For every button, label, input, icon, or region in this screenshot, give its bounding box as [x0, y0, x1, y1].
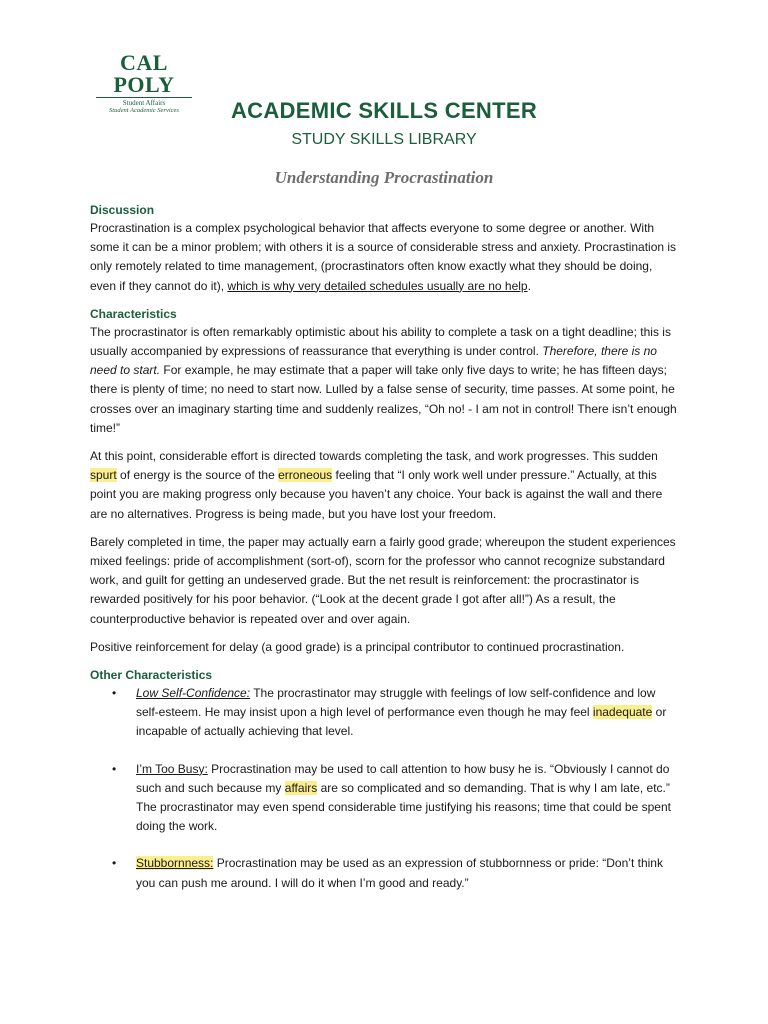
section-heading-discussion: Discussion — [90, 203, 155, 217]
discussion-text-end: . — [527, 278, 531, 293]
bullet-text: Procrastination may be used as an expression of stubbornness or pride: “Don’t think you can push me around. I will do it when I’m good and ready.” — [136, 856, 663, 890]
section-heading-other-characteristics: Other Characteristics — [90, 668, 213, 683]
bullet-text: or incapable of actually achieving that level. — [136, 705, 667, 739]
cal-poly-logo — [90, 50, 198, 114]
page-subtitle: STUDY SKILLS LIBRARY — [291, 131, 477, 148]
bullet-text: The procrastinator may struggle with feelings of low self-confidence and low self-esteem. He may insist upon a high level of performance even though he may feel — [136, 686, 656, 720]
char-p1-italic: Therefore, there is no need to start. — [90, 344, 657, 378]
highlight-erroneous: erroneous — [278, 468, 333, 483]
document-title: Understanding Procrastination — [274, 168, 494, 187]
characteristics-paragraph-4: Positive reinforcement for delay (a good grade) is a principal contributor to continued procrastination. — [90, 639, 625, 654]
bullet-label-low-self-confidence: Low Self-Confidence: — [136, 686, 251, 701]
list-item-too-busy — [90, 760, 680, 837]
discussion-underlined-text: which is why very detailed schedules usually are no help — [227, 278, 528, 293]
char-p1-text-b: For example, he may estimate that a paper will take only five days to write; he has fifteen days; there is plenty of time; no need to start now. Lulled by a false sense of security, time passes. At some point, he crosses over an imaginary starting time and suddenly realizes, “Oh no! - I am not in control! There isn’t enough time!” — [90, 363, 677, 435]
document-body — [90, 201, 680, 911]
highlight-affairs: affairs — [284, 780, 318, 795]
logo-student-academic-services: Student Academic Services — [109, 107, 179, 114]
characteristics-paragraph-2 — [90, 447, 680, 524]
other-characteristics-list — [90, 684, 680, 893]
bullet-icon: • — [112, 686, 117, 701]
list-item-stubbornness — [90, 854, 680, 892]
bullet-text: are so complicated and so demanding. That is why I am late, etc.” The procrastinator may even spend considerable time justifying his reasons; time that could be spent doing the work. — [136, 780, 671, 834]
characteristics-paragraph-1 — [90, 323, 680, 438]
char-p2-text-c: feeling that “I only work well under pressure.” Actually, at this point you are making progress only because you haven’t any choice. Your back is against the wall and there are no alternatives. Progress is being made, but you have lost your freedom. — [90, 468, 663, 521]
logo-wordmark: CAL POLY — [113, 50, 175, 97]
characteristics-paragraph-3: Barely completed in time, the paper may actually earn a fairly good grade; whereupon the student experiences mixed feelings: pride of accomplishment (sort-of), scorn for the professor who cannot recognize substandard work, and guilt for getting an undeserved grade. But the net result is reinforcement: the procrastinator is rewarded positively for his poor behavior. (“Look at the decent grade I got after all!”) As a result, the counterproductive behavior is repeated over and over again. — [90, 534, 676, 626]
bullet-label-stubbornness: Stubbornness: — [136, 856, 214, 871]
discussion-text: Procrastination is a complex psychological behavior that affects everyone to some degree or another. With some it can be a minor problem; with others it is a source of considerable stress and anxiety. Procrastination is only remotely related to time management, (procrastinators often know exactly what they should be doing, even if they cannot do it), — [90, 221, 677, 293]
bullet-icon: • — [112, 856, 117, 871]
char-p2-text-a: At this point, considerable effort is directed towards completing the task, and work progresses. This sudden — [90, 449, 658, 464]
bullet-label-too-busy: I’m Too Busy: — [136, 761, 208, 776]
highlight-inadequate: inadequate — [592, 705, 653, 720]
bullet-icon: • — [112, 761, 117, 776]
page-title: ACADEMIC SKILLS CENTER — [230, 98, 538, 123]
logo-student-affairs: Student Affairs — [122, 99, 166, 107]
list-item-low-self-confidence — [90, 684, 680, 742]
section-heading-characteristics: Characteristics — [90, 306, 177, 321]
highlight-spurt: spurt — [90, 468, 117, 483]
char-p2-text-b: of energy is the source of the — [116, 468, 279, 483]
discussion-paragraph — [90, 219, 680, 296]
bullet-text: Procrastination may be used to call attention to how busy he is. “Obviously I cannot do such and such because my — [136, 761, 670, 795]
char-p1-text-a: The procrastinator is often remarkably optimistic about his ability to complete a task on a tight deadline; this is usually accompanied by expressions of reassurance that everything is under control. — [90, 324, 671, 359]
